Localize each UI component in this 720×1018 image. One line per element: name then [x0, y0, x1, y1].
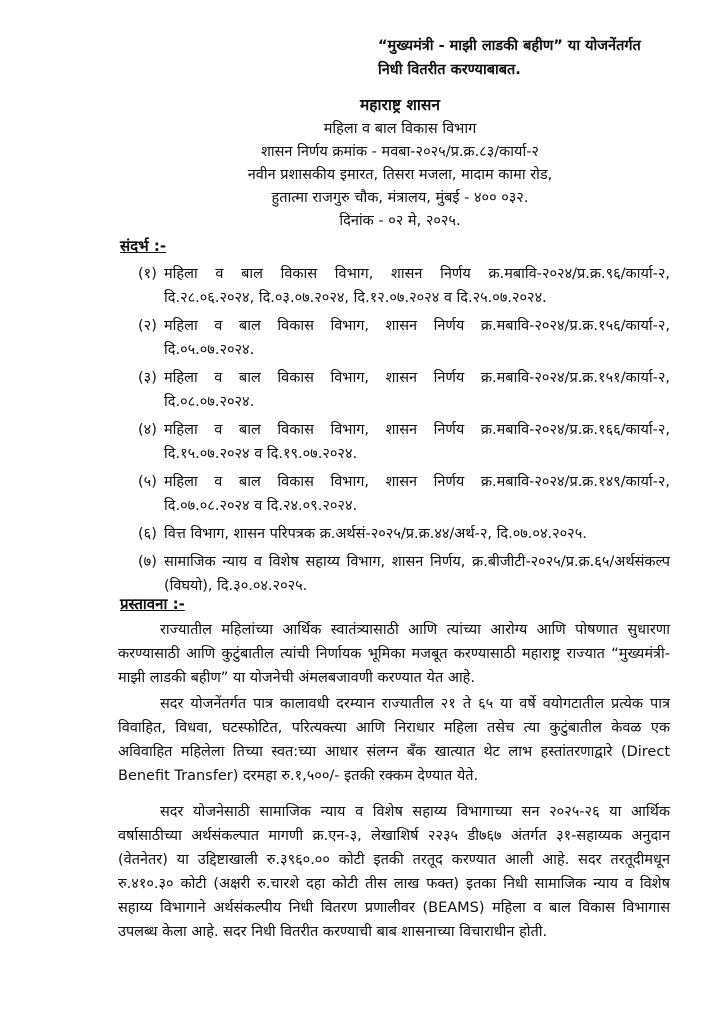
reference-number: (६)	[138, 526, 157, 542]
reference-text: महिला व बाल विकास विभाग, शासन निर्णय क्र.मबावि-२०२४/प्र.क्र.१५१/कार्या-२, दि.०८.०७.२०२४.	[164, 370, 670, 410]
reference-text: महिला व बाल विकास विभाग, शासन निर्णय क्र.मबावि-२०२४/प्र.क्र.१४९/कार्या-२, दि.०७.०८.२०२४ व दि.२४.०९.२०२४.	[164, 474, 670, 514]
address-line-1: नवीन प्रशासकीय इमारत, तिसरा मजला, मादाम कामा रोड,	[247, 167, 553, 183]
reference-item	[138, 314, 670, 362]
reference-text: सामाजिक न्याय व विशेष सहाय्य विभाग, शासन निर्णय, क्र.बीजीटी-२०२५/प्र.क्र.६५/अर्थसंकल्प (विघयो), दि.३०.०४.२०२५.	[164, 554, 670, 594]
preamble-paragraph-3: सदर योजनेसाठी सामाजिक न्याय व विशेष सहाय्य विभागाच्या सन २०२५-२६ या आर्थिक वर्षासाठीच्या अर्थसंकल्पात मागणी क्र.एन-३, लेखाशिर्ष २२३५ डी७६७ अंतर्गत ३१-सहाय्यक अनुदान (वेतनेतर) या उद्दिष्टाखाली रु.३९६०.०० कोटी इतकी तरतूद करण्यात आली आहे. सदर तरतूदीमधून रु.४१०.३० कोटी (अक्षरी रु.चारशे दहा कोटी तीस लाख फक्त) इतका निधी सामाजिक न्याय व विशेष सहाय्य विभागाने अर्थसंकल्पीय निधी वितरण प्रणालीवर (BEAMS) महिला व बाल विकास विभागास उपलब्ध केला आहे. सदर निधी वितरीत करण्याची बाब शासनाच्या विचाराधीन होती.	[118, 804, 670, 940]
reference-number: (३)	[138, 370, 157, 386]
address-line-2: हुतात्मा राजगुरु चौक, मंत्रालय, मुंबई - ४०० ०३२.	[271, 190, 529, 206]
reference-number: (७)	[138, 554, 157, 570]
reference-number: (१)	[138, 266, 157, 282]
reference-number: (४)	[138, 422, 157, 438]
references-title: संदर्भ :-	[120, 237, 167, 255]
subject-line-1: “मुख्यमंत्री - माझी लाडकी बहीण” या योजनेंतर्गत	[378, 38, 641, 54]
references-list	[138, 262, 670, 602]
preamble-paragraph-2: सदर योजनेंतर्गत पात्र कालावधी दरम्यान राज्यातील २१ ते ६५ या वर्षे वयोगटातील प्रत्येक पात्र विवाहित, विधवा, घटस्फोटित, परित्यक्त्या आणि निराधार महिला तसेच त्या कुटुंबातील केवळ एक अविवाहित महिलेला तिच्या स्वत:च्या आधार संलग्न बँक खात्यात थेट लाभ हस्तांतरणाद्वारे (Direct Benefit Transfer) दरमहा रु.१,५००/- इतकी रक्कम देण्यात येते.	[118, 696, 670, 784]
government-name: महाराष्ट्र शासन	[360, 96, 440, 114]
reference-item	[138, 470, 670, 518]
preamble-title: प्रस्तावना :-	[120, 595, 185, 613]
header-block	[220, 92, 580, 233]
reference-text: महिला व बाल विकास विभाग, शासन निर्णय क्र.मबावि-२०२४/प्र.क्र.९६/कार्या-२, दि.२८.०६.२०२४, दि.०३.०७.२०२४, दि.१२.०७.२०२४ व दि.२५.०७.२०२४.	[164, 266, 670, 306]
subject-block	[378, 34, 698, 82]
reference-item	[138, 262, 670, 310]
reference-item	[138, 418, 670, 466]
reference-item	[138, 366, 670, 414]
document-date: दिनांक - ०२ मे, २०२५.	[339, 213, 461, 229]
reference-item	[138, 522, 670, 546]
reference-number: (२)	[138, 318, 157, 334]
gr-number: शासन निर्णय क्रमांक - मवबा-२०२५/प्र.क्र.८३/कार्या-२	[261, 144, 539, 160]
reference-text: महिला व बाल विकास विभाग, शासन निर्णय क्र.मबावि-२०२४/प्र.क्र.१५६/कार्या-२, दि.०५.०७.२०२४.	[164, 318, 670, 358]
department-name: महिला व बाल विकास विभाग	[323, 121, 477, 137]
reference-text: महिला व बाल विकास विभाग, शासन निर्णय क्र.मबावि-२०२४/प्र.क्र.१६६/कार्या-२, दि.१५.०७.२०२४ व दि.१९.०७.२०२४.	[164, 422, 670, 462]
subject-line-2: निधी वितरीत करण्याबाबत.	[378, 62, 521, 78]
preamble-paragraph-1: राज्यातील महिलांच्या आर्थिक स्वातंत्र्यासाठी आणि त्यांच्या आरोग्य आणि पोषणात सुधारणा करण्यासाठी आणि कुटुंबातील त्यांची निर्णायक भूमिका मजबूत करण्यासाठी महाराष्ट्र राज्यात “मुख्यमंत्री-माझी लाडकी बहीण” या योजनेची अंमलबजावणी करण्यात येत आहे.	[118, 622, 670, 686]
reference-number: (५)	[138, 474, 157, 490]
reference-item	[138, 550, 670, 598]
reference-text: वित्त विभाग, शासन परिपत्रक क्र.अर्थसं-२०२५/प्र.क्र.४४/अर्थ-२, दि.०७.०४.२०२५.	[164, 526, 587, 542]
